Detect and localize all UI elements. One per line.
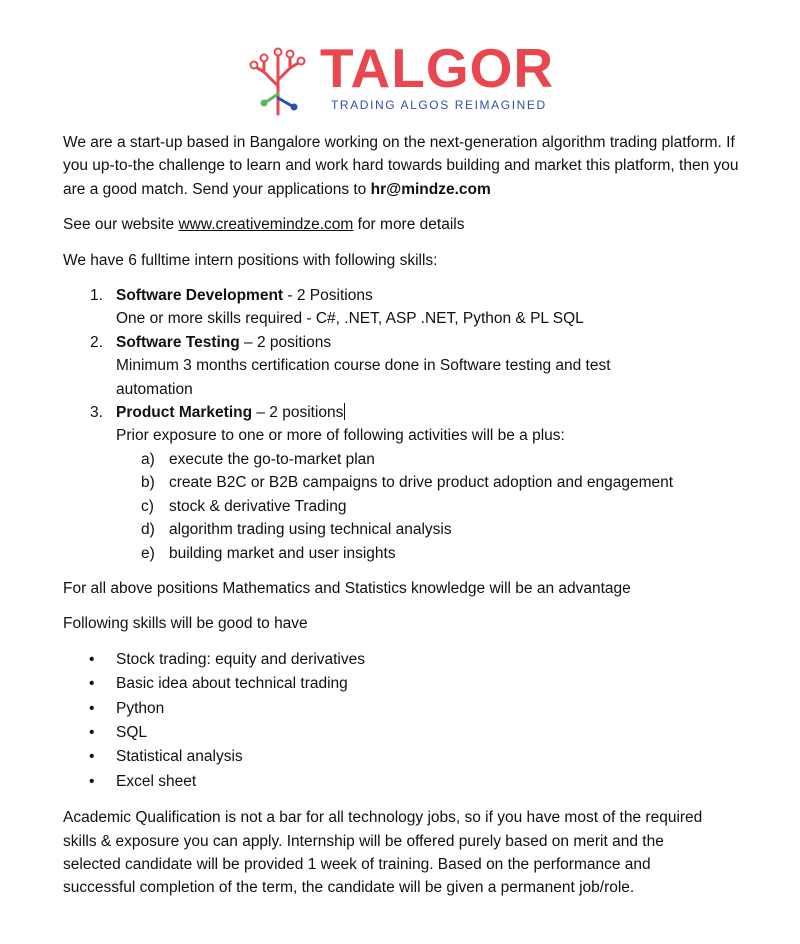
skill-text: Excel sheet — [116, 772, 197, 790]
skill-item — [63, 648, 743, 672]
skill-item — [63, 770, 743, 794]
intro-text: We are a start-up based in Bangalore working on the next-generation algorithm trading platform. If you up-to-the challenge to learn and work hard towards building and market this platform, then you are a good match. Send your applications to — [63, 134, 739, 198]
position-title: Software Testing — [116, 333, 240, 351]
bullet-icon: • — [89, 748, 95, 766]
skill-item — [63, 721, 743, 745]
text-cursor — [344, 403, 345, 420]
position-number: 3. — [90, 404, 103, 422]
activity-text: create B2C or B2B campaigns to drive product adoption and engagement — [169, 474, 674, 492]
closing-paragraph: Academic Qualification is not a bar for all technology jobs, so if you have most of the required skills & exposure you can apply. Internship will be offered purely based on merit and the selected candidate will be provided 1 week of training. Based on the performance and successful completion of the term, the candidate will be given a permanent job/role. — [63, 809, 703, 897]
position-count: – 2 positions — [252, 404, 344, 422]
skill-text: Stock trading: equity and derivatives — [116, 650, 365, 668]
bullet-icon: • — [89, 699, 95, 717]
activity-text: building market and user insights — [169, 544, 396, 562]
position-number: 1. — [90, 287, 103, 305]
position-description: Minimum 3 months certification course done in Software testing and test automation — [116, 357, 611, 398]
website-paragraph — [63, 213, 743, 236]
circuit-tree-logo-icon — [248, 46, 308, 116]
bullet-icon: • — [89, 772, 95, 790]
position-item — [63, 284, 743, 331]
skill-text: Basic idea about technical trading — [116, 675, 348, 693]
activity-text: stock & derivative Trading — [169, 497, 347, 515]
skill-item — [63, 672, 743, 696]
position-number: 2. — [90, 333, 103, 351]
activity-item — [116, 471, 743, 494]
skill-item — [63, 697, 743, 721]
talgor-logo — [248, 37, 555, 118]
activity-item — [116, 495, 743, 518]
document-body — [63, 131, 743, 912]
bullet-icon: • — [89, 723, 95, 741]
positions-intro: We have 6 fulltime intern positions with following skills: — [63, 251, 438, 269]
position-heading — [116, 284, 743, 307]
activity-label: a) — [141, 450, 155, 468]
activity-label: e) — [141, 544, 155, 562]
good-to-have-list — [63, 648, 743, 794]
position-heading — [116, 331, 743, 354]
marketing-activities-list — [116, 448, 743, 565]
website-prefix: See our website — [63, 216, 179, 234]
position-count: – 2 positions — [239, 333, 332, 351]
website-suffix: for more details — [353, 216, 465, 234]
math-note: For all above positions Mathematics and Statistics knowledge will be an advantage — [63, 579, 631, 597]
skill-text: Statistical analysis — [116, 748, 243, 766]
position-heading — [116, 401, 743, 424]
intro-paragraph — [63, 131, 743, 201]
logo-tagline: TRADING ALGOS REIMAGINED — [331, 98, 547, 112]
website-link[interactable]: www.creativemindze.com — [178, 216, 354, 234]
bullet-icon: • — [89, 650, 95, 668]
position-count: - 2 Positions — [283, 287, 373, 305]
bullet-icon: • — [89, 675, 95, 693]
activity-label: c) — [141, 497, 154, 515]
position-title: Product Marketing — [116, 404, 253, 422]
position-description: Prior exposure to one or more of following activities will be a plus: — [116, 427, 565, 445]
activity-text: algorithm trading using technical analysis — [169, 521, 452, 539]
contact-email: hr@mindze.com — [370, 180, 491, 198]
activity-item — [116, 542, 743, 565]
position-item — [63, 331, 743, 401]
activity-item — [116, 448, 743, 471]
activity-item — [116, 518, 743, 541]
activity-label: d) — [141, 521, 155, 539]
skill-item — [63, 745, 743, 769]
good-to-have-intro: Following skills will be good to have — [63, 615, 308, 633]
skill-text: SQL — [116, 723, 148, 741]
positions-list — [63, 284, 743, 565]
activity-label: b) — [141, 474, 155, 492]
position-description: One or more skills required - C#, .NET, ASP .NET, Python & PL SQL — [116, 310, 584, 328]
activity-text: execute the go-to-market plan — [169, 450, 375, 468]
logo-wordmark: TALGOR — [320, 37, 555, 99]
skill-text: Python — [116, 699, 165, 717]
position-item — [63, 401, 743, 565]
position-title: Software Development — [116, 287, 284, 305]
